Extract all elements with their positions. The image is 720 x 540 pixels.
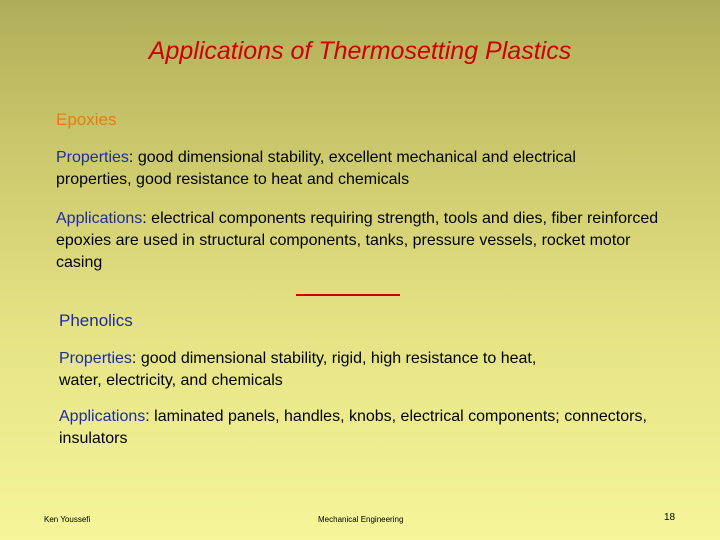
properties-label: Properties: [59, 350, 132, 367]
properties-label: Properties: [56, 149, 129, 166]
section-heading-phenolics: Phenolics: [59, 311, 133, 330]
section-divider: [296, 294, 400, 296]
slide-title: Applications of Thermosetting Plastics: [148, 37, 572, 65]
applications-label: Applications: [56, 210, 143, 227]
phenolics-properties: [59, 348, 579, 392]
footer-department: Mechanical Engineering: [318, 515, 404, 524]
footer-author: Ken Youssefi: [44, 515, 91, 524]
page-number: 18: [664, 512, 676, 523]
applications-text: : laminated panels, handles, knobs, electrical components; connectors, insulators: [59, 408, 647, 447]
phenolics-applications: [59, 406, 659, 450]
epoxies-properties: [56, 147, 616, 191]
properties-text: : good dimensional stability, rigid, high resistance to heat, water, electricity, and chemicals: [59, 350, 537, 389]
applications-text: : electrical components requiring strength, tools and dies, fiber reinforced epoxies are used in structural components, tanks, pressure vessels, rocket motor casing: [56, 210, 659, 271]
section-heading-epoxies: Epoxies: [56, 110, 117, 129]
applications-label: Applications: [59, 408, 146, 425]
properties-text: : good dimensional stability, excellent mechanical and electrical properties, good resistance to heat and chemicals: [56, 149, 576, 188]
epoxies-applications: [56, 208, 666, 274]
